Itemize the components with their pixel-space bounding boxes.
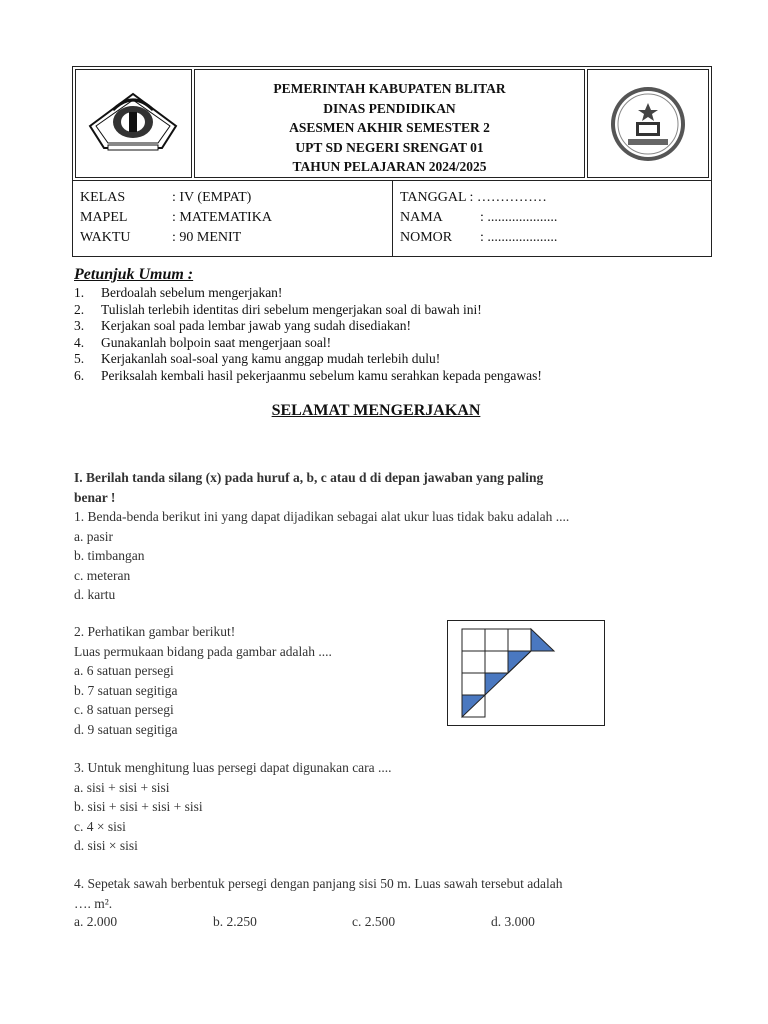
question-stem: 2. Perhatikan gambar berikut! — [74, 624, 236, 639]
info-row-waktu — [80, 228, 272, 248]
option-c[interactable]: c. meteran — [74, 567, 131, 583]
section-heading-line: I. Berilah tanda silang (x) pada huruf a, b, c atau d di depan jawaban yang paling — [74, 470, 544, 485]
question-4 — [74, 874, 562, 913]
info-right — [400, 188, 557, 248]
petunjuk-heading: Petunjuk Umum : — [74, 266, 194, 283]
info-label: WAKTU — [80, 230, 131, 245]
option-b[interactable]: b. 2.250 — [213, 914, 257, 929]
question-2 — [74, 622, 332, 739]
info-label: NOMOR — [400, 230, 453, 245]
info-value: : .................... — [480, 210, 558, 225]
option-a[interactable]: a. 2.000 — [74, 914, 118, 929]
list-item: 3. Kerjakan soal pada lembar jawab yang sudah disediakan! — [74, 318, 412, 334]
header-title — [194, 79, 585, 177]
option-d[interactable]: d. 3.000 — [491, 914, 535, 929]
info-label: NAMA — [400, 210, 443, 225]
title-line: PEMERINTAH KABUPATEN BLITAR — [273, 81, 506, 96]
option-b[interactable]: b. 7 satuan segitiga — [74, 682, 178, 698]
info-value: : .................... — [480, 230, 558, 245]
list-item: 5. Kerjakanlah soal-soal yang kamu anggap mudah terlebih dulu! — [74, 351, 441, 367]
option-a[interactable]: a. pasir — [74, 528, 113, 544]
info-row-tanggal — [400, 188, 557, 208]
option-d[interactable]: d. 9 satuan segitiga — [74, 721, 178, 737]
list-item: 4. Gunakanlah bolpoin saat mengerjaan soal! — [74, 334, 332, 350]
header-logo-left-cell — [75, 69, 192, 178]
question-stem-2: …. m². — [74, 895, 113, 911]
option-b[interactable]: b. sisi + sisi + sisi + sisi — [74, 799, 203, 814]
header-logo-right-cell — [587, 69, 709, 178]
info-row-kelas — [80, 188, 272, 208]
info-label: MAPEL — [80, 210, 128, 225]
info-row-nama — [400, 208, 557, 228]
title-line: DINAS PENDIDIKAN — [323, 100, 456, 116]
info-value: : MATEMATIKA — [172, 210, 272, 225]
staircase-grid-figure — [448, 621, 604, 725]
option-c[interactable]: c. 8 satuan persegi — [74, 702, 174, 717]
info-value: : 90 MENIT — [172, 230, 242, 245]
option-c[interactable]: c. 4 × sisi — [74, 818, 126, 834]
petunjuk-list — [74, 285, 542, 385]
list-item: 6. Periksalah kembali hasil pekerjaanmu sebelum kamu serahkan kepada pengawas! — [74, 367, 542, 383]
question-stem: 3. Untuk menghitung luas persegi dapat digunakan cara .... — [74, 760, 392, 775]
title-line: UPT SD NEGERI SRENGAT 01 — [295, 139, 484, 155]
title-line: ASESMEN AKHIR SEMESTER 2 — [289, 120, 490, 135]
selamat-heading: SELAMAT MENGERJAKAN — [271, 402, 481, 419]
option-a[interactable]: a. sisi + sisi + sisi — [74, 779, 170, 795]
section-heading-line: benar ! — [74, 489, 116, 505]
option-d[interactable]: d. kartu — [74, 587, 116, 602]
kabupaten-logo-icon — [76, 70, 191, 177]
info-value: : …………… — [469, 190, 547, 205]
list-item: 2. Tulislah terlebih identitas diri sebelum mengerjakan soal di bawah ini! — [74, 301, 482, 317]
question-3 — [74, 758, 392, 856]
option-d[interactable]: d. sisi × sisi — [74, 838, 138, 853]
option-b[interactable]: b. timbangan — [74, 548, 145, 563]
info-label: TANGGAL — [400, 190, 467, 205]
section-heading — [74, 468, 634, 507]
info-divider — [392, 181, 393, 257]
question-2-figure — [447, 620, 605, 726]
title-line: TAHUN PELAJARAN 2024/2025 — [292, 159, 487, 174]
question-stem: 4. Sepetak sawah berbentuk persegi dengan panjang sisi 50 m. Luas sawah tersebut adalah — [74, 876, 563, 891]
question-stem: 1. Benda-benda berikut ini yang dapat dijadikan sebagai alat ukur luas tidak baku adalah .... — [74, 509, 570, 524]
school-logo-icon — [588, 70, 708, 177]
question-stem-2: Luas permukaan bidang pada gambar adalah .... — [74, 643, 332, 659]
info-row-mapel — [80, 208, 272, 228]
option-a[interactable]: a. 6 satuan persegi — [74, 663, 174, 678]
question-1 — [74, 507, 569, 605]
info-row-nomor — [400, 228, 557, 248]
option-c[interactable]: c. 2.500 — [352, 914, 396, 929]
info-value: : IV (EMPAT) — [172, 190, 252, 205]
info-label: KELAS — [80, 190, 126, 205]
list-item: 1. Berdoalah sebelum mengerjakan! — [74, 285, 283, 300]
info-left — [80, 188, 272, 248]
